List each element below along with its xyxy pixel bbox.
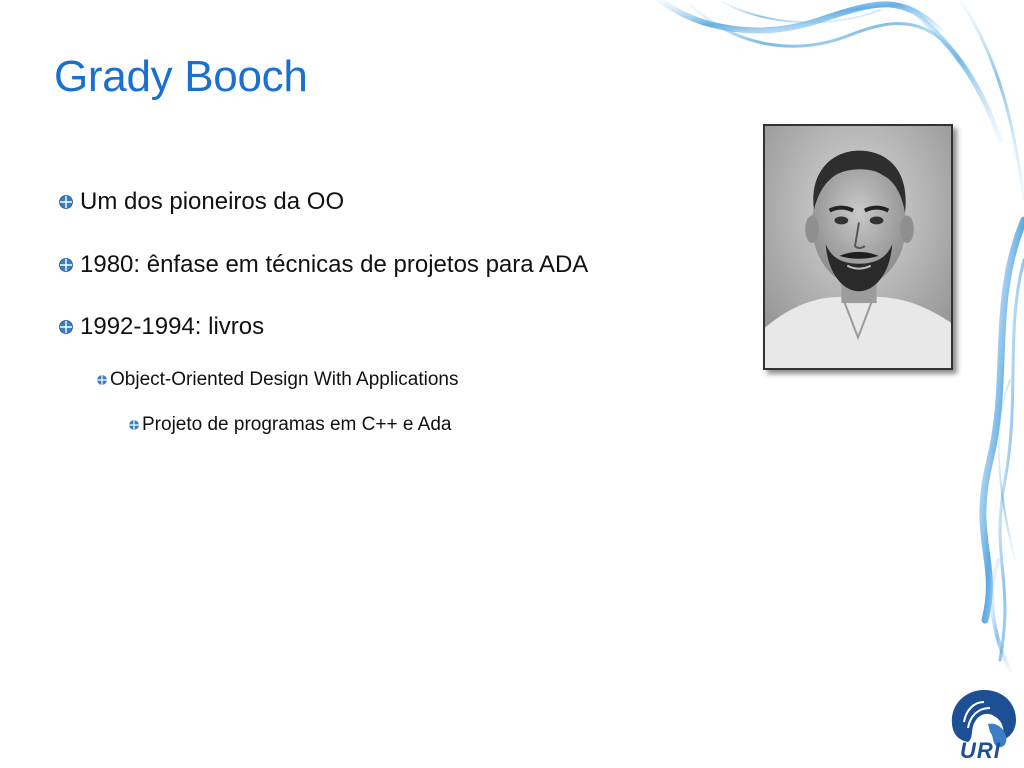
bullet-diamond-icon — [58, 194, 74, 210]
bullet-item — [128, 414, 451, 436]
bullet-text: Projeto de programas em C++ e Ada — [142, 414, 452, 435]
bullet-item — [96, 369, 459, 391]
slide-title: Grady Booch — [54, 52, 308, 101]
bullet-item — [58, 188, 344, 216]
bullet-text: Object-Oriented Design With Applications — [110, 369, 459, 390]
bullet-diamond-icon — [128, 419, 140, 431]
portrait-photo — [763, 124, 953, 370]
bullet-text: Um dos pioneiros da OO — [80, 188, 345, 215]
logo-text: URI — [960, 738, 1001, 763]
bullet-diamond-icon — [96, 374, 108, 386]
bullet-diamond-icon — [58, 257, 74, 273]
bullet-item — [58, 251, 588, 279]
bullet-item — [58, 313, 264, 341]
bullet-text: 1980: ênfase em técnicas de projetos para ADA — [80, 251, 589, 278]
bullet-text: 1992-1994: livros — [80, 313, 265, 340]
bullet-diamond-icon — [58, 319, 74, 335]
